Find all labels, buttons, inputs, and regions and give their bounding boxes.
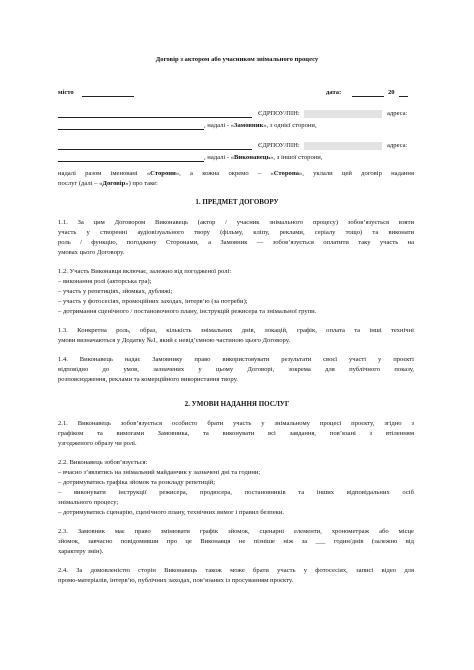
s2-p4-line: 2.4. За домовленістю сторін Виконавець також може брати участь у фотосесіях, записі відео для xyxy=(58,567,414,574)
executor-name-field[interactable] xyxy=(58,143,252,150)
s1-p1-line: роль / функцію, погоджену Сторонами, а Замовник — зобов’язується оплатити таку участь на xyxy=(58,239,414,246)
s1-p3-line: умови визначаються у Додатку №1, який є невід’ємною частиною цього Договору. xyxy=(58,337,291,344)
s2-p2-line: – вчасно з’являтись на знімальний майданчик у зазначені дні та години; xyxy=(58,469,261,476)
s1-p2-line: – дотримання сценічного / постановочного плану, інструкцій режисера та знімальної групи. xyxy=(58,308,317,315)
customer-address-label: адреса: xyxy=(387,110,408,117)
year-field[interactable] xyxy=(399,90,408,97)
s2-p2-line: – дотримуватись графіка зйомок та розкладу репетицій; xyxy=(58,479,216,486)
place-label: місто xyxy=(58,89,74,96)
intro-text: послуг (далі – « xyxy=(58,180,103,187)
section-2-title: 2. УМОВИ НАДАННЯ ПОСЛУГ xyxy=(184,400,290,408)
place-field[interactable] xyxy=(82,90,134,97)
year-prefix: 20 xyxy=(388,89,395,96)
s1-p1-line: умовах цього Договору. xyxy=(58,249,125,256)
s2-p1-line: узгодженого образу чи ролі. xyxy=(58,440,137,447)
intro-text: ») про таке: xyxy=(125,180,158,187)
document-title: Договір з актором або учасником знімального процесу xyxy=(155,56,319,63)
s1-p2-line: – участь у репетиціях, зйомках, дубляжі; xyxy=(58,288,173,295)
s1-p1-line: 1.1. За цим Договором Виконавець (актор / учасник знімального процесу) зобов’язується взяти xyxy=(58,219,414,226)
parties-term: Сторони xyxy=(150,170,176,177)
s2-p3-line: 2.3. Замовник має право змінювати графік зйомок, сценарні елементи, хронометраж або місце xyxy=(58,528,414,535)
s1-p1-line: участь у створенні аудіовізуального твору (фільму, кліпу, реклами, серіалу тощо) та виконати xyxy=(58,229,414,236)
executor-suffix-pre: , надалі - « xyxy=(204,154,235,161)
executor-address-label: адреса: xyxy=(387,142,408,149)
s2-p1-line: графіком та вимогами Замовника, та виконувати всі завдання, пов’язані з втіленням xyxy=(58,430,414,437)
s1-p2-line: – виконання ролі (акторська гра); xyxy=(58,278,152,285)
executor-edrpou-field[interactable] xyxy=(304,142,382,150)
contract-term: Договір xyxy=(102,180,126,187)
customer-suffix-post: », з однієї сторони, xyxy=(263,122,317,129)
s2-p2-line: знімального процесу; xyxy=(58,499,119,506)
executor-edrpou-label: ЄДРПОУ/ПІН: xyxy=(258,142,300,149)
executor-role-line xyxy=(204,155,322,162)
s2-p2-line: – дотримуватись сценарію, сценічного плану, технічних вимог і правил безпеки. xyxy=(58,509,284,516)
s2-p3-line: зйомок, завчасно повідомивши про це Виконавця не пізніше ніж за ___ годин/днів (залежно від xyxy=(58,538,414,545)
s2-p1-line: 2.1. Виконавець зобов’язується особисто брати участь у знімальному процесі проєкту, згідно з xyxy=(58,420,414,427)
s2-p3-line: характеру змін). xyxy=(58,548,104,555)
s2-p4-line: промо-матеріалів, інтерв’ю, публічних заходах, пов’язаних із просуванням проєкту. xyxy=(58,577,294,584)
s1-p2-line: – участь у фотосесіях, промоційних заходах, інтерв’ю (за потреби); xyxy=(58,298,248,305)
intro-text: », а кожна окремо – « xyxy=(175,170,274,177)
date-field[interactable] xyxy=(352,90,384,97)
s1-p4-line: розповсюдження, реклами та комерційного використання твору. xyxy=(58,376,238,383)
s2-p2-line: 2.2. Виконавець зобов’язується: xyxy=(58,459,148,466)
executor-suffix-post: », з іншої сторони, xyxy=(270,154,323,161)
intro-line-2 xyxy=(58,181,158,188)
customer-suffix-pre: , надалі - « xyxy=(204,122,235,129)
s1-p4-line: відповідно до умов, зазначених у цьому Договорі, зокрема для публічного показу, xyxy=(58,366,414,373)
intro-line-1 xyxy=(58,171,414,178)
date-label: дата: xyxy=(326,89,342,96)
customer-edrpou-field[interactable] xyxy=(304,110,382,118)
customer-edrpou-label: ЄДРПОУ/ПІН: xyxy=(258,110,300,117)
executor-role: Виконавець xyxy=(234,154,271,161)
s1-p4-line: 1.4. Виконавець надає Замовнику право використовувати результати своєї участі у проєкті xyxy=(58,356,414,363)
intro-text: », уклали цей договір надання xyxy=(298,170,414,177)
intro-text: надалі разом іменовані « xyxy=(58,170,151,177)
customer-address-field[interactable] xyxy=(58,123,204,130)
executor-address-field[interactable] xyxy=(58,155,204,162)
s2-p2-line: – виконувати інструкції режисера, продюсера, постановників та інших відповідальних осіб xyxy=(58,489,414,496)
customer-role-line xyxy=(204,123,317,130)
party-term: Сторона xyxy=(273,170,299,177)
customer-role: Замовник xyxy=(234,122,264,129)
s1-p3-line: 1.3. Конкретна роль, образ, кількість знімальних днів, локацій, графік, оплата та інші технічні xyxy=(58,327,414,334)
customer-name-field[interactable] xyxy=(58,111,252,118)
section-1-title: 1. ПРЕДМЕТ ДОГОВОРУ xyxy=(195,198,279,206)
s1-p2-line: 1.2. Участь Виконавця включає, залежно від погодженої ролі: xyxy=(58,268,232,275)
